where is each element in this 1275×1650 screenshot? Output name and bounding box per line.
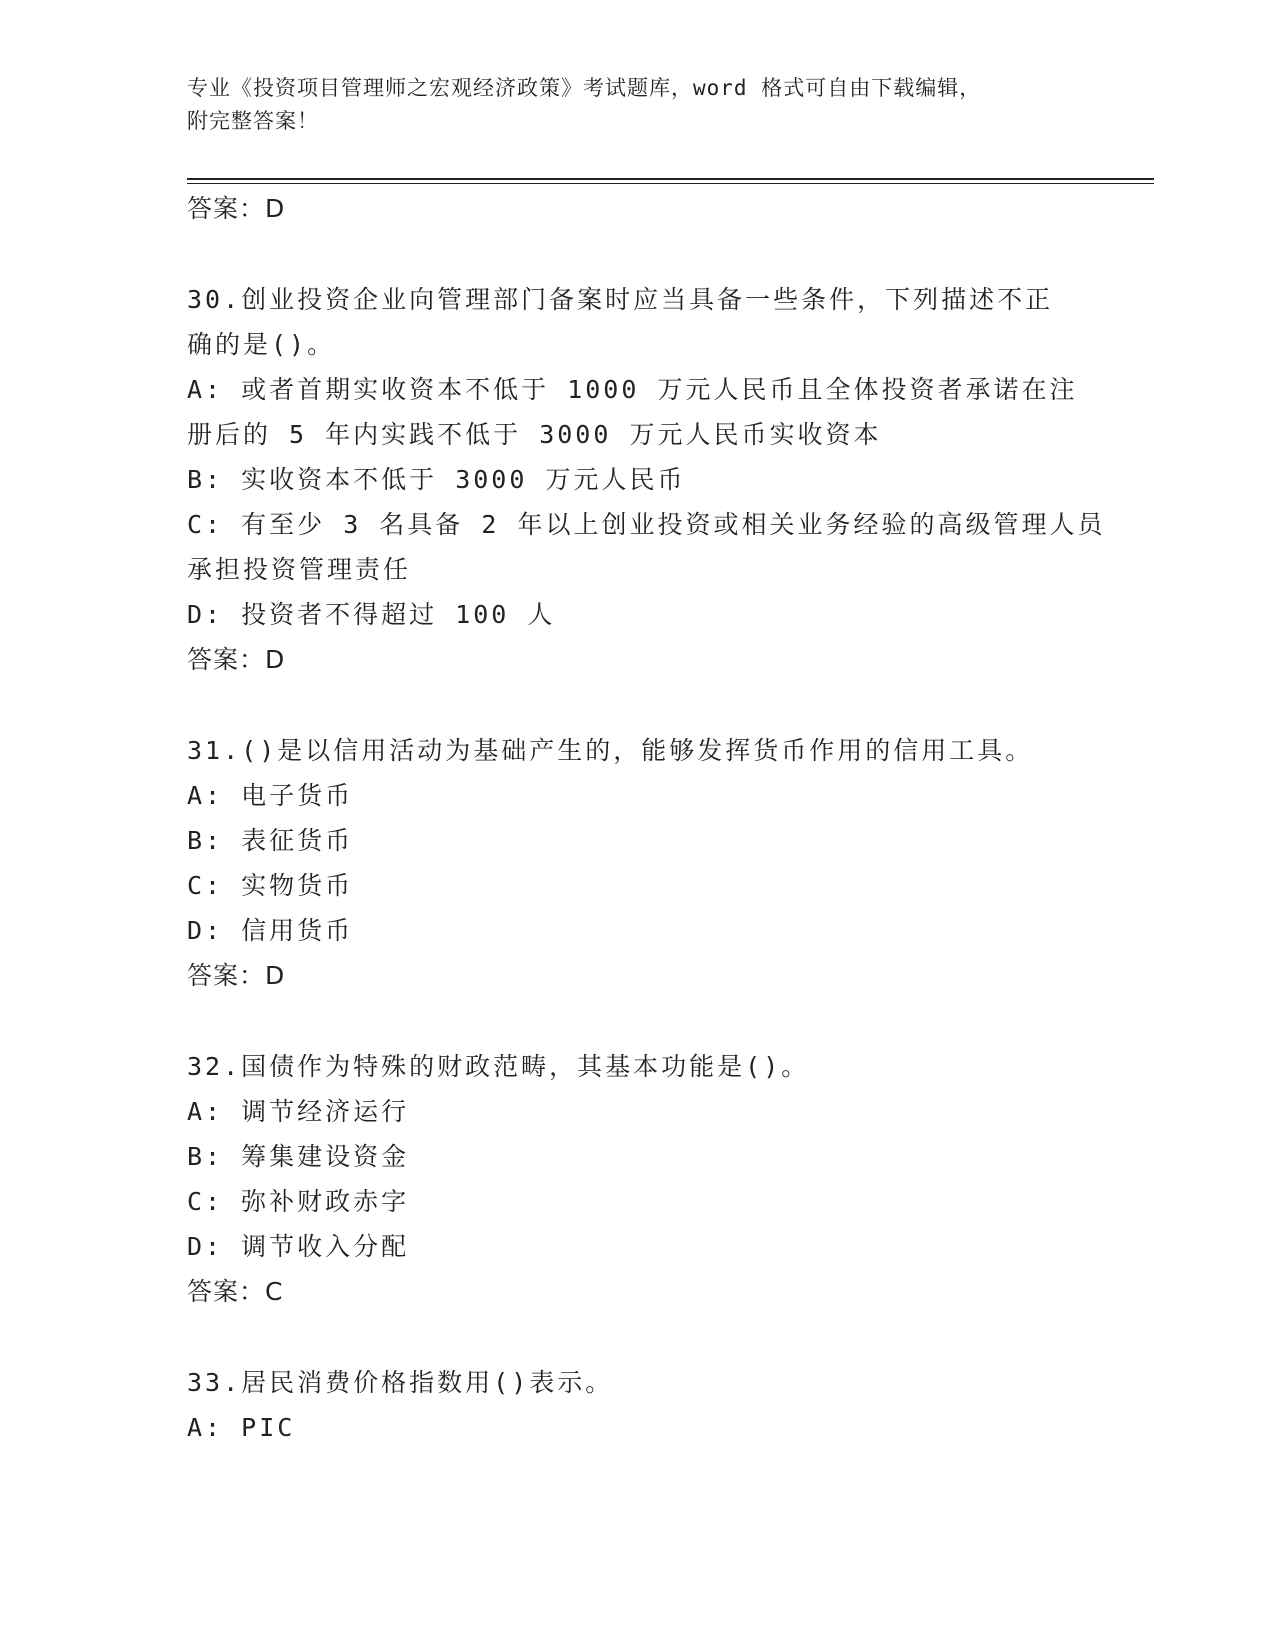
- question-30-stem-line-1: 30.创业投资企业向管理部门备案时应当具备一些条件，下列描述不正: [187, 285, 1054, 314]
- question-30-stem-line-2: 确的是()。: [187, 330, 336, 359]
- question-32-stem: 32.国债作为特殊的财政范畴，其基本功能是()。: [187, 1052, 810, 1081]
- question-30-option-c-line-1: C: 有至少 3 名具备 2 年以上创业投资或相关业务经验的高级管理人员: [187, 510, 1106, 539]
- question-30-option-d: D: 投资者不得超过 100 人: [187, 600, 556, 629]
- question-31-option-c: C: 实物货币: [187, 871, 354, 900]
- question-31-stem: 31.()是以信用活动为基础产生的，能够发挥货币作用的信用工具。: [187, 736, 1034, 765]
- question-30-option-a-line-1: A: 或者首期实收资本不低于 1000 万元人民币且全体投资者承诺在注: [187, 375, 1078, 404]
- question-32-option-c: C: 弥补财政赤字: [187, 1187, 410, 1216]
- prev-answer: 答案：D: [187, 194, 286, 223]
- question-33-stem: 33.居民消费价格指数用()表示。: [187, 1368, 614, 1397]
- question-32-answer: 答案：C: [187, 1277, 284, 1306]
- question-32-option-a: A: 调节经济运行: [187, 1097, 410, 1126]
- header-line-2: 附完整答案！: [187, 109, 319, 133]
- question-32-option-d: D: 调节收入分配: [187, 1232, 410, 1261]
- header-divider: [187, 178, 1154, 180]
- question-31-option-a: A: 电子货币: [187, 781, 354, 810]
- question-30-option-a-line-2: 册后的 5 年内实践不低于 3000 万元人民币实收资本: [187, 420, 882, 449]
- question-31-option-b: B: 表征货币: [187, 826, 354, 855]
- document-header: [187, 72, 1067, 138]
- question-30-option-b: B: 实收资本不低于 3000 万元人民币: [187, 465, 686, 494]
- header-line-1: 专业《投资项目管理师之宏观经济政策》考试题库，word 格式可自由下载编辑，: [187, 76, 982, 100]
- question-33-option-a: A: PIC: [187, 1413, 296, 1442]
- question-32-option-b: B: 筹集建设资金: [187, 1142, 410, 1171]
- header-divider-thin: [187, 183, 1154, 184]
- question-30-answer: 答案：D: [187, 645, 286, 674]
- question-30-option-c-line-2: 承担投资管理责任: [187, 555, 412, 584]
- question-31-option-d: D: 信用货币: [187, 916, 354, 945]
- question-31-answer: 答案：D: [187, 961, 286, 990]
